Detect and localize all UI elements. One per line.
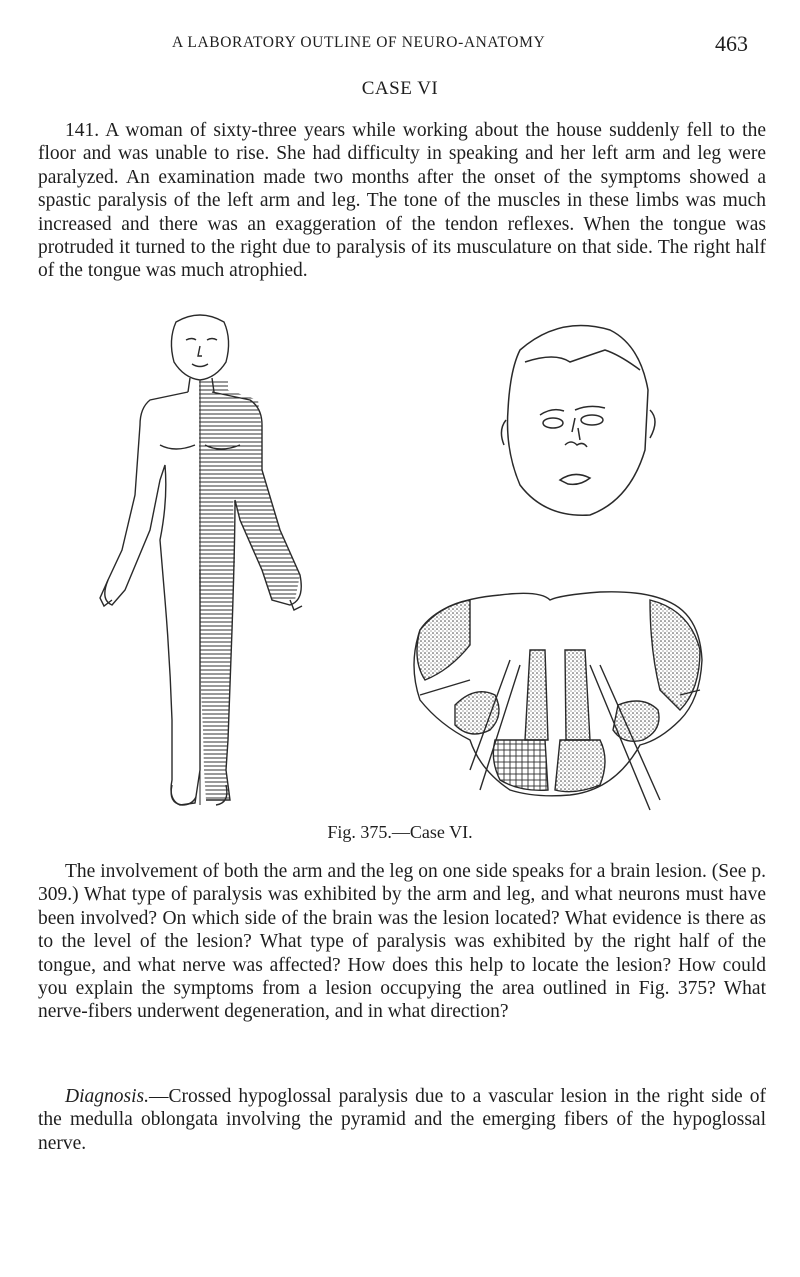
case-description: 141. A woman of sixty-three years while working about the house suddenly fell to the floor and was unable to rise. She had difficulty in speaking and her left arm and leg were paralyzed. An examination made two months after the onset of the symptoms showed a spastic paralysis of the left arm and leg. The tone of the muscles in these limbs was much increased and there was an exaggeration of the tendon reflexes. When the tongue was protruded it turned to the right due to paralysis of its musculature on that side. The right half of the tongue was much atrophied.: [38, 120, 766, 282]
running-header: [0, 31, 800, 58]
figure-caption: Fig. 375.—Case VI.: [327, 822, 473, 842]
running-title: A LABORATORY OUTLINE OF NEURO-ANATOMY: [172, 34, 546, 51]
diagnosis-text: —Crossed hypoglossal paralysis due to a vascular lesion in the right side of the medulla oblongata involving the pyramid and the emerging fibers of the hypoglossal nerve.: [38, 1086, 766, 1154]
case-title: CASE VI: [361, 78, 439, 99]
medulla-section-diagram: [414, 592, 702, 810]
figure-illustration: [0, 300, 800, 820]
case-questions: The involvement of both the arm and the leg on one side speaks for a brain lesion. (See p. 309.) What type of paralysis was exhibited by the arm and leg, and what neurons must have been involved? On which side of the brain was the lesion located? What evidence is there as to the level of the lesion? What type of paralysis was exhibited by the right half of the tongue, and what nerve was affected? How does this help to locate the lesion? How could you explain the symptoms from a lesion occupying the area outlined in Fig. 375? What nerve-fibers underwent degeneration, and in what direction?: [38, 861, 766, 1023]
body-figure-diagram: [100, 315, 302, 805]
figure-375: [0, 300, 800, 842]
diagnosis-paragraph: [38, 1085, 766, 1155]
page-number: 463: [715, 31, 748, 56]
face-diagram: [501, 326, 655, 516]
diagnosis-label: Diagnosis.: [65, 1086, 149, 1107]
